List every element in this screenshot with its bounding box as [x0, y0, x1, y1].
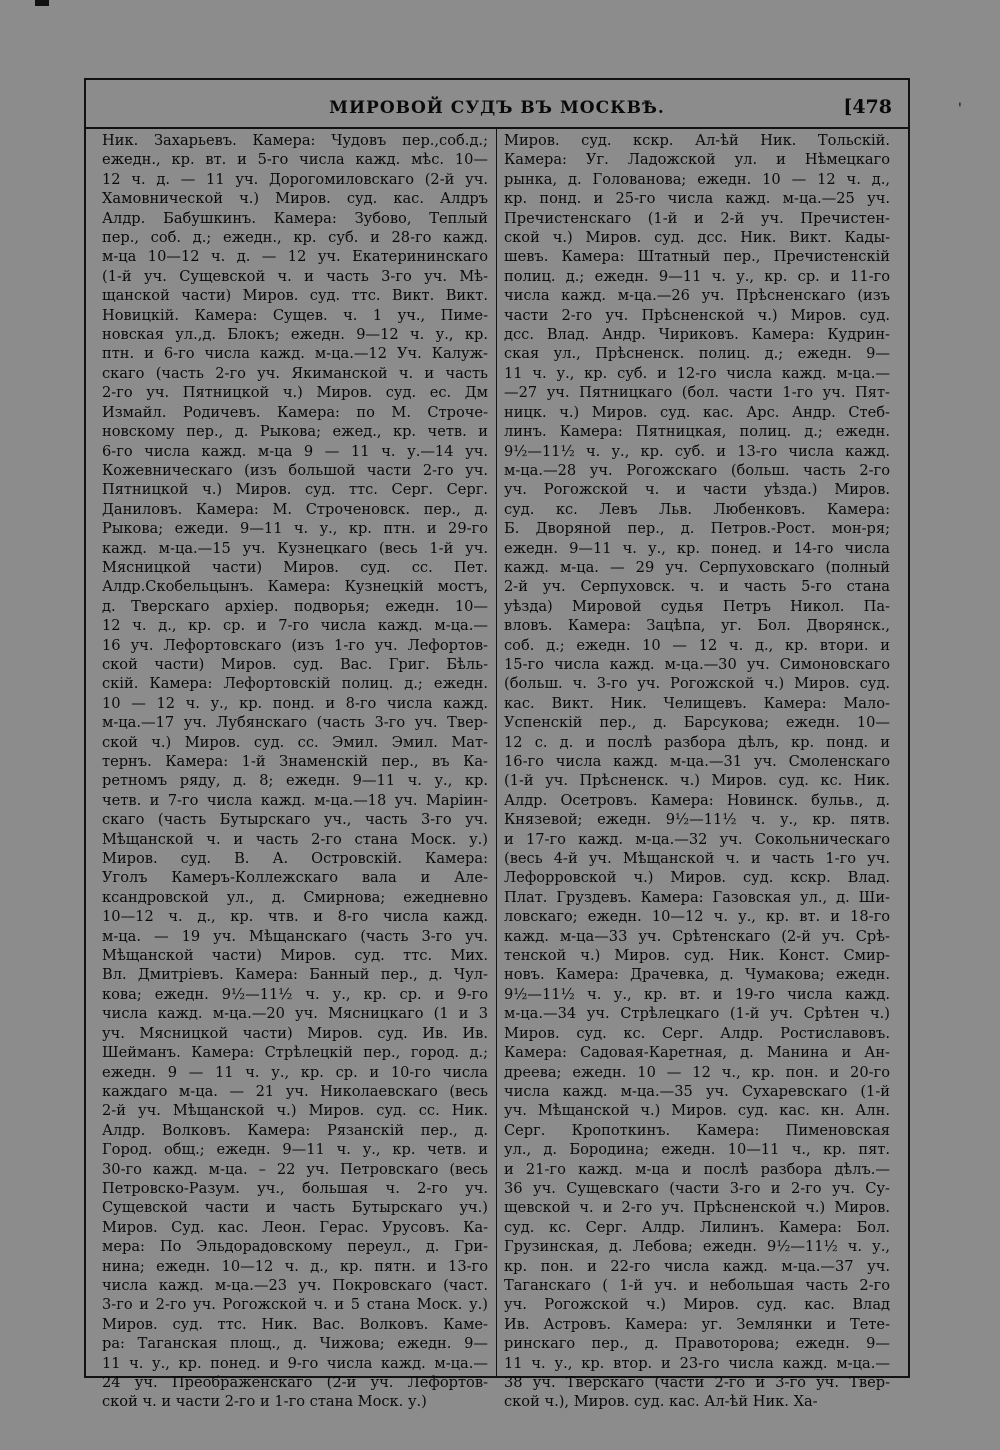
text-line: уѣзда) Мировой судья Петръ Никол. Па-: [504, 597, 890, 615]
text-line: 9½—11½ ч. у., кр. вт. и 19-го числа кажд.: [504, 985, 890, 1003]
text-line: 24 уч. Преображенскаго (2-й уч. Лефортов-: [102, 1374, 488, 1391]
text-line: 15-го числа кажд. м-ца.—30 уч. Симоновскаго: [504, 655, 890, 673]
text-line: Пятницкой ч.) Миров. суд. ттс. Серг. Серг.: [102, 481, 488, 499]
text-line: скій. Камера: Лефортовскій полиц. д.; ежедн.: [102, 675, 488, 693]
text-line: 36 уч. Сущевскаго (части 3-го и 2-го уч. Су-: [504, 1179, 890, 1197]
text-line: Даниловъ. Камера: М. Строченовск. пер., д.: [102, 500, 488, 518]
text-line: м-ца.—28 уч. Рогожскаго (больш. часть 2-го: [504, 461, 890, 479]
text-line: дсс. Влад. Андр. Чириковъ. Камера: Кудрин-: [504, 326, 890, 344]
text-line: Мѣщанской ч. и часть 2-го стана Моск. у.): [102, 830, 488, 848]
text-line: числа кажд. м-ца.—23 уч. Покровскаго (част.: [102, 1276, 488, 1294]
text-line: тенской ч.) Миров. суд. Ник. Конст. Смир-: [504, 947, 890, 965]
text-line: Миров. суд. кскр. Ал-ѣй Ник. Тольскій.: [504, 132, 890, 149]
text-line: ловскаго; ежедн. 10—12 ч. у., кр. вт. и 18-го: [504, 908, 890, 926]
text-line: пер., соб. д.; ежедн., кр. суб. и 28-го кажд.: [102, 229, 488, 247]
scan-speck: ': [958, 101, 962, 117]
text-line: 9½—11½ ч. у., кр. суб. и 13-го числа кажд.: [504, 442, 890, 460]
text-line: числа кажд. м-ца.—35 уч. Сухаревскаго (1-й: [504, 1082, 890, 1100]
text-line: Вл. Дмитріевъ. Камера: Банный пер., д. Чул-: [102, 966, 488, 984]
text-line: четв. и 7-го числа кажд. м-ца.—18 уч. Маріин-: [102, 791, 488, 809]
text-line: мера: По Эльдорадовскому переул., д. Гри-: [102, 1238, 488, 1256]
text-line: Алдр.Скобельцынъ. Камера: Кузнецкій мостъ,: [102, 578, 488, 596]
text-line: 12 с. д. и послѣ разбора дѣлъ, кр. понд. и: [504, 733, 890, 751]
text-line: ской ч.) Миров. суд. дсс. Ник. Викт. Кады-: [504, 229, 890, 247]
text-line: Петровско-Разум. уч., большая ч. 2-го уч.: [102, 1179, 488, 1197]
text-line: ретномъ ряду, д. 8; ежедн. 9—11 ч. у., кр.: [102, 772, 488, 790]
text-line: Грузинская, д. Лебова; ежедн. 9½—11½ ч. у.,: [504, 1238, 890, 1256]
text-line: кова; ежедн. 9½—11½ ч. у., кр. ср. и 9-го: [102, 985, 488, 1003]
text-line: Сущевской части и часть Бутырскаго уч.): [102, 1199, 488, 1217]
text-line: ской части) Миров. суд. Вас. Григ. Бѣль-: [102, 655, 488, 673]
text-line: уч. Мѣщанской ч.) Миров. суд. кас. кн. Алн.: [504, 1102, 890, 1120]
text-line: Миров. суд. В. А. Островскій. Камера:: [102, 850, 488, 868]
text-line: скаго (часть Бутырскаго уч., часть 3-го уч.: [102, 811, 488, 829]
text-line: Камера: Садовая-Каретная, д. Манина и Ан-: [504, 1044, 890, 1062]
text-line: ринскаго пер., д. Правоторова; ежедн. 9—: [504, 1335, 890, 1353]
text-line: суд. кс. Серг. Алдр. Лилинъ. Камера: Бол.: [504, 1218, 890, 1236]
text-line: Алдр. Бабушкинъ. Камера: Зубово, Теплый: [102, 209, 488, 227]
text-line: шевъ. Камера: Штатный пер., Пречистенскій: [504, 248, 890, 266]
text-line: кажд. м-ца. — 29 уч. Серпуховскаго (полный: [504, 558, 890, 576]
text-line: щевской ч. и 2-го уч. Прѣсненской ч.) Миров.: [504, 1199, 890, 1217]
text-line: Миров. суд. ттс. Ник. Вас. Волковъ. Каме-: [102, 1315, 488, 1333]
text-line: д. Тверскаго архіер. подворья; ежедн. 10—: [102, 597, 488, 615]
text-line: Хамовнической ч.) Миров. суд. кас. Алдръ: [102, 190, 488, 208]
text-line: ежедн., кр. вт. и 5-го числа кажд. мѣс. 10—: [102, 151, 488, 169]
text-line: ской ч.) Миров. суд. сс. Эмил. Эмил. Мат-: [102, 733, 488, 751]
text-line: 2-го уч. Пятницкой ч.) Миров. суд. ес. Дм: [102, 384, 488, 402]
text-line: ежедн. 9—11 ч. у., кр. понед. и 14-го числа: [504, 539, 890, 557]
text-line: ской ч. и части 2-го и 1-го стана Моск. у.): [102, 1393, 427, 1411]
page-number: [478: [843, 96, 892, 118]
column-divider: [496, 129, 497, 1376]
text-line: ежедн. 9 — 11 ч. у., кр. ср. и 10-го числа: [102, 1063, 488, 1081]
text-line: ницк. ч.) Миров. суд. кас. Арс. Андр. Стеб-: [504, 403, 890, 421]
text-line: Серг. Кропоткинъ. Камера: Пименовская: [504, 1121, 890, 1139]
text-line: Ник. Захарьевъ. Камера: Чудовъ пер.,соб.д.;: [102, 132, 488, 149]
text-line: Шейманъ. Камера: Стрѣлецкій пер., город. д.;: [102, 1044, 488, 1062]
text-line: Кожевническаго (изъ большой части 2-го уч.: [102, 461, 488, 479]
text-line: (больш. ч. 3-го уч. Рогожской ч.) Миров. суд.: [504, 675, 890, 693]
text-line: линъ. Камера: Пятницкая, полиц. д.; ежедн.: [504, 423, 890, 441]
text-line: Мѣщанской части) Миров. суд. ттс. Мих.: [102, 947, 488, 965]
text-line: Успенскій пер., д. Барсукова; ежедн. 10—: [504, 714, 890, 732]
text-line: нина; ежедн. 10—12 ч. д., кр. пятн. и 13-го: [102, 1257, 488, 1275]
text-line: 16-го числа кажд. м-ца.—31 уч. Смоленскаго: [504, 753, 890, 770]
text-line: новская ул.,д. Блокъ; ежедн. 9—12 ч. у., кр.: [102, 326, 488, 344]
text-line: Б. Дворяной пер., д. Петров.-Рост. мон-ря;: [504, 520, 890, 538]
page-header: [84, 98, 910, 124]
text-line: (1-й уч. Прѣсненск. ч.) Миров. суд. кс. Ник.: [504, 772, 890, 790]
text-line: ра: Таганская площ., д. Чижова; ежедн. 9—: [102, 1335, 488, 1353]
text-line: числа кажд. м-ца.—20 уч. Мясницкаго (1 и 3: [102, 1005, 488, 1023]
text-line: 6-го числа кажд. м-ца 9 — 11 ч. у.—14 уч.: [102, 442, 488, 460]
text-line: рынка, д. Голованова; ежедн. 10 — 12 ч. д.,: [504, 170, 890, 188]
text-line: части 2-го уч. Прѣсненской ч.) Миров. суд.: [504, 306, 890, 324]
text-line: щанской части) Миров. суд. ттс. Викт. Викт.: [102, 287, 488, 305]
text-line: тернъ. Камера: 1-й Знаменскій пер., въ Ка-: [102, 753, 488, 770]
text-line: 11 ч. у., кр. суб. и 12-го числа кажд. м-ца.—: [504, 364, 890, 382]
text-line: птн. и 6-го числа кажд. м-ца.—12 Уч. Калуж-: [102, 345, 488, 363]
text-line: (1-й уч. Сущевской ч. и часть 3-го уч. Мѣ-: [102, 267, 488, 285]
text-line: и 21-го кажд. м-ца и послѣ разбора дѣлъ.—: [504, 1160, 890, 1178]
text-line: полиц. д.; ежедн. 9—11 ч. у., кр. ср. и 11-го: [504, 267, 890, 285]
text-line: 11 ч. у., кр. втор. и 23-го числа кажд. м-ца.—: [504, 1354, 890, 1372]
text-line: уч. Мясницкой части) Миров. суд. Ив. Ив.: [102, 1024, 488, 1042]
text-line: уч. Рогожской ч.) Миров. суд. кас. Влад: [504, 1296, 890, 1314]
text-line: Измайл. Родичевъ. Камера: по М. Строче-: [102, 403, 488, 421]
text-line: 2-й уч. Серпуховск. ч. и часть 5-го стана: [504, 578, 890, 596]
text-line: Мясницкой части) Миров. суд. сс. Пет.: [102, 558, 488, 576]
text-line: 38 уч. Тверскаго (части 2-го и 3-го уч. Твер-: [504, 1374, 890, 1391]
text-line: ской ч.), Миров. суд. кас. Ал-ѣй Ник. Ха-: [504, 1393, 818, 1411]
text-line: новскому пер., д. Рыкова; ежед., кр. четв. и: [102, 423, 488, 441]
text-line: уч. Рогожской ч. и части уѣзда.) Миров.: [504, 481, 890, 499]
text-line: Город. общ.; ежедн. 9—11 ч. у., кр. четв. и: [102, 1141, 488, 1159]
text-line: суд. кс. Левъ Льв. Любенковъ. Камера:: [504, 500, 890, 518]
text-line: кас. Викт. Ник. Челищевъ. Камера: Мало-: [504, 694, 890, 712]
text-line: Ив. Астровъ. Камера: уг. Землянки и Тете-: [504, 1315, 890, 1333]
text-line: Миров. Суд. кас. Леон. Герас. Урусовъ. Ка-: [102, 1218, 488, 1236]
text-line: 11 ч. у., кр. понед. и 9-го числа кажд. м-ца.—: [102, 1354, 488, 1372]
text-line: Алдр. Осетровъ. Камера: Новинск. бульв., д.: [504, 791, 890, 809]
text-line: 16 уч. Лефортовскаго (изъ 1-го уч. Лефортов-: [102, 636, 488, 654]
text-line: Пречистенскаго (1-й и 2-й уч. Пречистен-: [504, 209, 890, 227]
text-line: вловъ. Камера: Зацѣпа, уг. Бол. Дворянск.,: [504, 617, 890, 635]
text-line: 12 ч. д., кр. ср. и 7-го числа кажд. м-ца.—: [102, 617, 488, 635]
text-line: Камера: Уг. Ладожской ул. и Нѣмецкаго: [504, 151, 890, 169]
text-line: 10—12 ч. д., кр. чтв. и 8-го числа кажд.: [102, 908, 488, 926]
text-line: новъ. Камера: Драчевка, д. Чумакова; ежедн.: [504, 966, 890, 984]
text-line: 30-го кажд. м-ца. – 22 уч. Петровскаго (весь: [102, 1160, 488, 1178]
text-line: и 17-го кажд. м-ца.—32 уч. Сокольническаго: [504, 830, 890, 848]
text-line: 10 — 12 ч. у., кр. понд. и 8-го числа кажд.: [102, 694, 488, 712]
text-line: —27 уч. Пятницкаго (бол. части 1-го уч. Пят-: [504, 384, 890, 402]
text-line: Алдр. Волковъ. Камера: Рязанскій пер., д.: [102, 1121, 488, 1139]
text-line: кр. понд. и 25-го числа кажд. м-ца.—25 уч.: [504, 190, 890, 208]
right-column: [504, 131, 890, 1411]
text-line: 12 ч. д. — 11 уч. Дорогомиловскаго (2-й уч.: [102, 170, 488, 188]
page-title: МИРОВОЙ СУДЪ ВЪ МОСКВѢ.: [329, 98, 665, 118]
text-line: м-ца 10—12 ч. д. — 12 уч. Екатерининскаго: [102, 248, 488, 266]
text-line: (весь 4-й уч. Мѣщанской ч. и часть 1-го уч.: [504, 850, 890, 868]
text-line: числа кажд. м-ца.—26 уч. Прѣсненскаго (изъ: [504, 287, 890, 305]
text-line: м-ца. — 19 уч. Мѣщанскаго (часть 3-го уч.: [102, 927, 488, 945]
text-line: каждаго м-ца. — 21 уч. Николаевскаго (весь: [102, 1082, 488, 1100]
text-line: соб. д.; ежедн. 10 — 12 ч. д., кр. втори. и: [504, 636, 890, 654]
text-line: м-ца.—17 уч. Лубянскаго (часть 3-го уч. Твер-: [102, 714, 488, 732]
text-line: Лефорровской ч.) Миров. суд. кскр. Влад.: [504, 869, 890, 887]
text-line: Таганскаго ( 1-й уч. и небольшая часть 2-го: [504, 1276, 890, 1294]
text-line: кажд. м-ца.—15 уч. Кузнецкаго (весь 1-й уч.: [102, 539, 488, 557]
text-line: ул., д. Бородина; ежедн. 10—11 ч., кр. пят.: [504, 1141, 890, 1159]
text-line: м-ца.—34 уч. Стрѣлецкаго (1-й уч. Срѣтен ч.): [504, 1005, 890, 1023]
text-line: скаго (часть 2-го уч. Якиманской ч. и часть: [102, 364, 488, 382]
left-column: [102, 131, 488, 1411]
text-line: Плат. Груздевъ. Камера: Газовская ул., д. Ши-: [504, 888, 890, 906]
text-line: 2-й уч. Мѣщанской ч.) Миров. суд. сс. Ник.: [102, 1102, 488, 1120]
text-line: дреева; ежедн. 10 — 12 ч., кр. пон. и 20-го: [504, 1063, 890, 1081]
text-line: Новицкій. Камера: Сущев. ч. 1 уч., Пиме-: [102, 306, 488, 324]
text-line: 3-го и 2-го уч. Рогожской ч. и 5 стана Моск. у.): [102, 1296, 488, 1314]
text-line: Князевой; ежедн. 9½—11½ ч. у., кр. пятв.: [504, 811, 890, 829]
text-line: ская ул., Прѣсненск. полиц. д.; ежедн. 9—: [504, 345, 890, 363]
scan-corner-mark: [35, 0, 49, 6]
text-line: Миров. суд. кс. Серг. Алдр. Ростиславовъ.: [504, 1024, 890, 1042]
text-line: Рыкова; ежеди. 9—11 ч. у., кр. птн. и 29-го: [102, 520, 488, 538]
text-line: кр. пон. и 22-го числа кажд. м-ца.—37 уч.: [504, 1257, 890, 1275]
header-rule: [84, 127, 910, 129]
text-line: Уголъ Камеръ-Коллежскаго вала и Але-: [102, 869, 488, 887]
text-line: ксандровской ул., д. Смирнова; ежедневно: [102, 888, 488, 906]
text-line: кажд. м-ца—33 уч. Срѣтенскаго (2-й уч. Срѣ-: [504, 927, 890, 945]
